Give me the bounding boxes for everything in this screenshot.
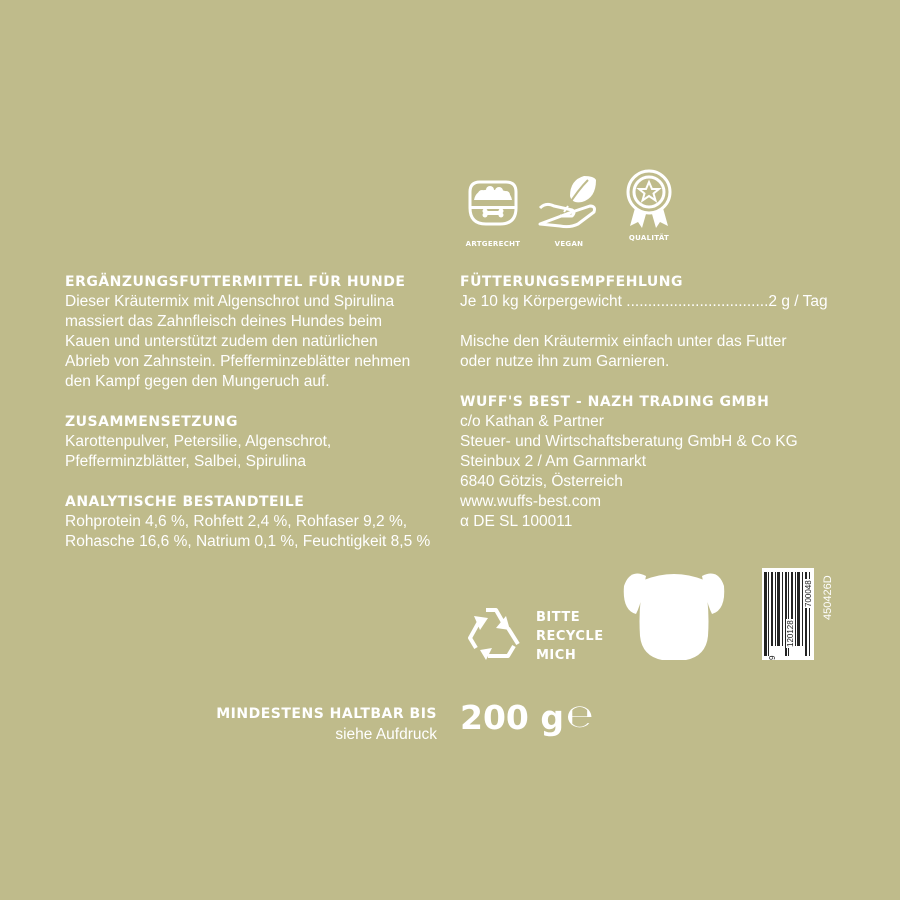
badge-label: QUALITÄT — [628, 234, 670, 242]
text-line: Rohasche 16,6 %, Natrium 0,1 %, Feuchtigkeit 8,5 % — [65, 533, 431, 550]
recycle-text — [536, 608, 604, 665]
vegan-hand-leaf-icon — [538, 172, 600, 230]
text-line: Karottenpulver, Petersilie, Algenschrot, — [65, 433, 332, 450]
section-heading-ergaenzung: ERGÄNZUNGSFUTTERMITTEL FÜR HUNDE — [65, 274, 406, 290]
text-line: Je 10 kg Körpergewicht .................................2 g / Tag — [460, 293, 828, 310]
estimated-sign: ℮ — [566, 697, 594, 735]
recycle-line: BITTE — [536, 610, 581, 625]
net-weight: 200 g — [460, 698, 564, 737]
text-line: oder nutze ihn zum Garnieren. — [460, 353, 670, 370]
dog-head-logo-icon — [622, 566, 726, 662]
text-line: www.wuffs-best.com — [460, 493, 601, 510]
text-line: 6840 Götzis, Österreich — [460, 473, 623, 490]
dog-bowl-icon — [464, 178, 522, 230]
barcode — [762, 568, 814, 660]
barcode-digits-right: 700048 — [804, 580, 813, 607]
badge-label: ARTGERECHT — [465, 240, 521, 248]
badge-vegan — [538, 172, 600, 248]
badge-artgerecht — [462, 178, 524, 248]
text-line: c/o Kathan & Partner — [460, 413, 604, 430]
section-heading-fuetterung: FÜTTERUNGSEMPFEHLUNG — [460, 274, 683, 290]
section-heading-company: WUFF'S BEST - NAZH TRADING GMBH — [460, 394, 770, 410]
bestbefore-label: MINDESTENS HALTBAR BIS — [216, 706, 437, 722]
text-line: Pfefferminzblätter, Salbei, Spirulina — [65, 453, 306, 470]
recycle-line: RECYCLE — [536, 629, 604, 644]
section-text-analytische — [65, 512, 445, 552]
text-line: Steinbux 2 / Am Garnmarkt — [460, 453, 647, 470]
recycle-line: MICH — [536, 648, 577, 663]
bestbefore-note: siehe Aufdruck — [335, 726, 437, 743]
text-line: Mische den Kräutermix einfach unter das Futter — [460, 333, 787, 350]
badge-qualitaet — [618, 168, 680, 242]
recycle-icon — [462, 602, 526, 664]
barcode-digits-mid: 120128 — [786, 620, 795, 647]
company-address — [460, 412, 840, 532]
text-line: α DE SL 100011 — [460, 513, 573, 530]
barcode-digits-left: 9 — [768, 655, 777, 660]
section-text-fuetterung — [460, 292, 840, 372]
section-heading-zusammensetzung: ZUSAMMENSETZUNG — [65, 414, 239, 430]
text-line: Kauen und unterstützt zudem den natürlichen — [65, 333, 378, 350]
text-line: Rohprotein 4,6 %, Rohfett 2,4 %, Rohfaser 9,2 %, — [65, 513, 408, 530]
text-line: Abrieb von Zahnstein. Pfefferminzeblätter nehmen — [65, 353, 411, 370]
section-heading-analytische: ANALYTISCHE BESTANDTEILE — [65, 494, 305, 510]
left-column — [65, 272, 445, 552]
badge-label: VEGAN — [554, 240, 584, 248]
text-line: den Kampf gegen den Mungeruch auf. — [65, 373, 330, 390]
right-column — [460, 272, 840, 532]
barcode-code: 450426D — [822, 575, 834, 620]
text-line: massiert das Zahnfleisch deines Hundes beim — [65, 313, 383, 330]
section-text-zusammensetzung — [65, 432, 445, 472]
text-line: Dieser Kräutermix mit Algenschrot und Spirulina — [65, 293, 395, 310]
section-text-ergaenzung — [65, 292, 445, 392]
quality-seal-icon — [618, 168, 680, 230]
text-line: Steuer- und Wirtschaftsberatung GmbH & Co KG — [460, 433, 798, 450]
